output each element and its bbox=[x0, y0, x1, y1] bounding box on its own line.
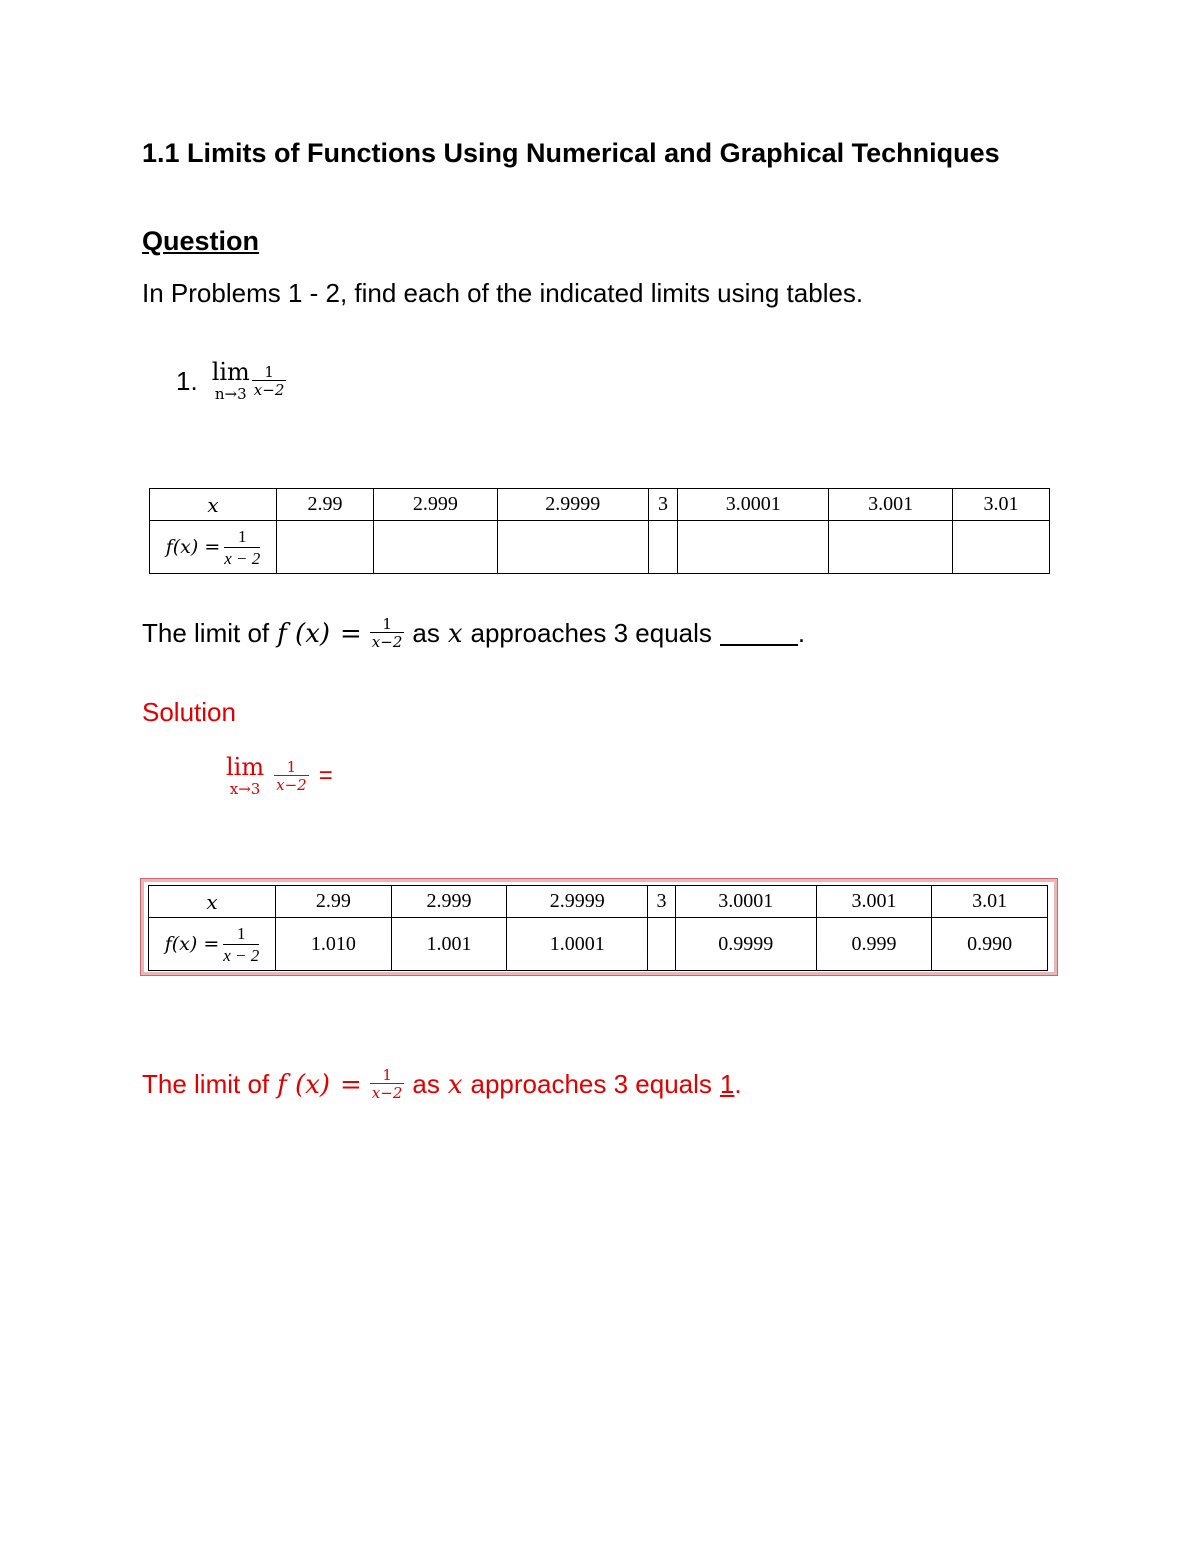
page-title: 1.1 Limits of Functions Using Numerical and Graphical Techniques bbox=[142, 138, 1000, 168]
sentence-text: The limit of bbox=[142, 1069, 270, 1099]
fraction-numerator: 1 bbox=[264, 362, 274, 381]
x-value-cell: 3.001 bbox=[829, 489, 953, 521]
x-value-cell: 2.999 bbox=[391, 886, 507, 918]
fx-numerator: 1 bbox=[238, 526, 247, 546]
x-value-cell: 2.99 bbox=[276, 886, 392, 918]
question-heading: Question bbox=[142, 226, 260, 256]
sentence-text: as bbox=[412, 1069, 440, 1099]
fx-value-cell bbox=[277, 521, 374, 574]
fraction bbox=[370, 1068, 405, 1101]
fraction-denominator: x−2 bbox=[371, 1084, 403, 1102]
table-row-fx bbox=[149, 918, 1048, 971]
fx-denominator: x − 2 bbox=[223, 945, 260, 965]
problem-number: 1. bbox=[176, 365, 198, 396]
function-symbol: f (x) bbox=[277, 618, 330, 649]
x-header-cell: x bbox=[149, 886, 276, 918]
fx-denominator: x − 2 bbox=[224, 548, 261, 568]
answer-blank[interactable] bbox=[720, 622, 798, 646]
fx-header-cell bbox=[149, 918, 276, 971]
fraction bbox=[370, 617, 405, 650]
variable-symbol: x bbox=[447, 1069, 463, 1100]
solution-table-frame bbox=[140, 878, 1058, 976]
fraction-numerator: 1 bbox=[382, 615, 392, 633]
sentence-text: The limit of bbox=[142, 618, 270, 648]
fx-label: f(x) = bbox=[164, 933, 220, 955]
lim-word: lim bbox=[211, 358, 250, 386]
answer-value: 1 bbox=[719, 1069, 735, 1099]
fraction bbox=[252, 362, 287, 399]
fraction-numerator: 1 bbox=[286, 757, 297, 776]
solution-heading: Solution bbox=[142, 697, 236, 727]
fx-value-cell: 0.999 bbox=[816, 918, 932, 971]
x-value-cell: 3.0001 bbox=[675, 886, 816, 918]
fx-value-cell: 0.9999 bbox=[675, 918, 816, 971]
x-value-cell: 3.001 bbox=[816, 886, 932, 918]
fx-numerator: 1 bbox=[237, 923, 246, 943]
x-value-cell: 2.999 bbox=[373, 489, 497, 521]
fx-value-cell bbox=[648, 918, 676, 971]
limit-operator bbox=[226, 755, 264, 797]
x-value-cell: 2.99 bbox=[277, 489, 374, 521]
x-value-cell: 3.01 bbox=[932, 886, 1048, 918]
instructions: In Problems 1 - 2, find each of the indicated limits using tables. bbox=[142, 278, 864, 308]
table-row-x bbox=[150, 489, 1050, 521]
fx-label: f(x) = bbox=[165, 536, 221, 558]
fraction-numerator: 1 bbox=[382, 1066, 392, 1084]
fx-fraction bbox=[224, 528, 260, 567]
x-value-cell: 3.0001 bbox=[678, 489, 829, 521]
fx-value-cell: 1.001 bbox=[391, 918, 507, 971]
equals-sign: = bbox=[340, 618, 362, 649]
fraction bbox=[274, 757, 309, 794]
equals-sign: = bbox=[318, 762, 333, 789]
fraction-denominator: x−2 bbox=[371, 633, 403, 651]
table-row-x bbox=[149, 886, 1048, 918]
sentence-period: . bbox=[797, 618, 806, 648]
solution-table bbox=[148, 885, 1048, 971]
equals-sign: = bbox=[340, 1069, 362, 1100]
solution-limit bbox=[226, 755, 309, 797]
x-value-cell: 3.01 bbox=[953, 489, 1050, 521]
fx-header-cell bbox=[150, 521, 277, 574]
sentence-text: approaches 3 equals bbox=[470, 618, 712, 648]
fx-value-cell bbox=[648, 521, 678, 574]
fx-value-cell bbox=[953, 521, 1050, 574]
lim-word: lim bbox=[226, 753, 265, 781]
limit-operator bbox=[212, 360, 250, 402]
fx-value-cell: 1.010 bbox=[276, 918, 392, 971]
sentence-text: approaches 3 equals bbox=[470, 1069, 712, 1099]
fraction-denominator: x−2 bbox=[253, 380, 285, 399]
problem-limit-expression bbox=[212, 360, 287, 402]
fraction-denominator: x−2 bbox=[276, 775, 307, 794]
question-sentence bbox=[142, 617, 805, 650]
x-value-cell: 2.9999 bbox=[507, 886, 648, 918]
fx-fraction bbox=[223, 925, 259, 964]
x-header-cell: x bbox=[150, 489, 277, 521]
fx-value-cell: 1.0001 bbox=[507, 918, 648, 971]
lim-subscript: x→3 bbox=[229, 780, 261, 798]
solution-sentence bbox=[142, 1068, 742, 1101]
sentence-text: as bbox=[412, 618, 440, 648]
fx-value-cell bbox=[678, 521, 829, 574]
function-symbol: f (x) bbox=[277, 1069, 330, 1100]
question-table bbox=[149, 488, 1050, 574]
fx-value-cell: 0.990 bbox=[932, 918, 1048, 971]
variable-symbol: x bbox=[447, 618, 463, 649]
lim-subscript: n→3 bbox=[214, 385, 247, 403]
table-row-fx bbox=[150, 521, 1050, 574]
fx-value-cell bbox=[373, 521, 497, 574]
x-value-cell: 3 bbox=[648, 489, 678, 521]
fx-value-cell bbox=[829, 521, 953, 574]
x-value-cell: 2.9999 bbox=[497, 489, 648, 521]
solution-limit-expression bbox=[226, 755, 333, 797]
x-value-cell: 3 bbox=[648, 886, 676, 918]
fx-value-cell bbox=[497, 521, 648, 574]
sentence-period: . bbox=[734, 1069, 742, 1099]
problem-1 bbox=[176, 360, 286, 402]
